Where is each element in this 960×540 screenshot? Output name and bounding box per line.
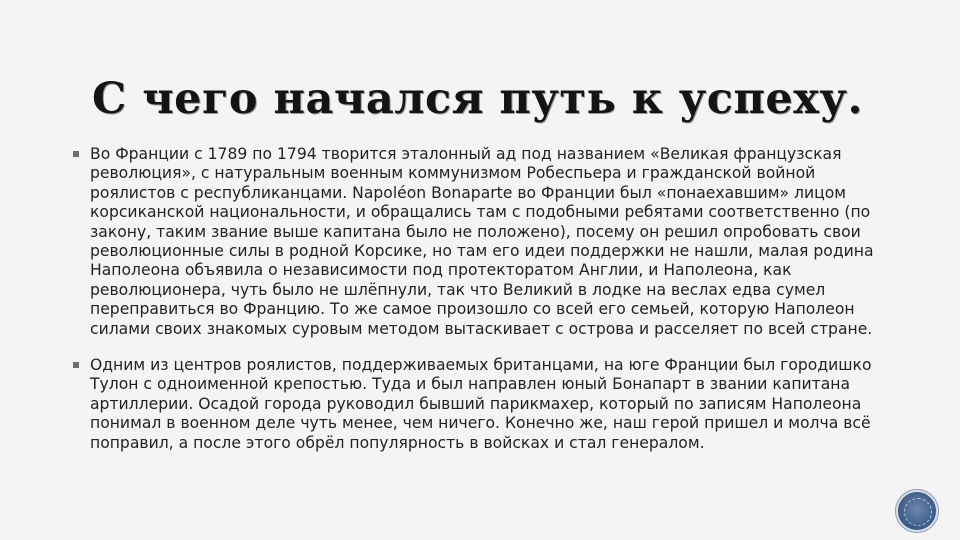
round-seal-icon [896,490,938,532]
bullet-item [70,145,900,339]
bullet-text: Во Франции с 1789 по 1794 творится эталонный ад под названием «Великая французская революция», с натуральным военным коммунизмом Робеспьера и гражданской войной роялистов с республиканцами. Napoléon Bonaparte во Франции был «понаехавшим» лицом корсиканской национальности, и обращались там с подобными ребятами соответственно (по закону, таким звание выше капитана было не положено), посему он решил опробовать свои революционные силы в родной Корсике, но там его идеи поддержки не нашли, малая родина Наполеона объявила о независимости под протекторатом Англии, и Наполеона, как революционера, чуть было не шлёпнули, так что Великий в лодке на веслах едва сумел переправиться во Францию. То же самое произошло со всей его семьей, которую Наполеон силами своих знакомых суровым методом вытаскивает с острова и расселяет по всей стране. [90,145,874,338]
square-bullet-icon [73,362,79,368]
square-bullet-icon [73,151,79,157]
bullet-list [70,145,900,470]
seal-inner-ring [904,498,932,526]
bullet-text: Одним из центров роялистов, поддерживаемых британцами, на юге Франции был городишко Тулон с одноименной крепостью. Туда и был направлен юный Бонапарт в звании капитана артиллерии. Осадой города руководил бывший парикмахер, который по записям Наполеона понимал в военном деле чуть менее, чем ничего. Конечно же, наш герой пришел и молча всё поправил, а после этого обрёл популярность в войсках и стал генералом. [90,356,872,452]
bullet-item [70,356,900,453]
slide-title: С чего начался путь к успеху. [92,74,863,124]
